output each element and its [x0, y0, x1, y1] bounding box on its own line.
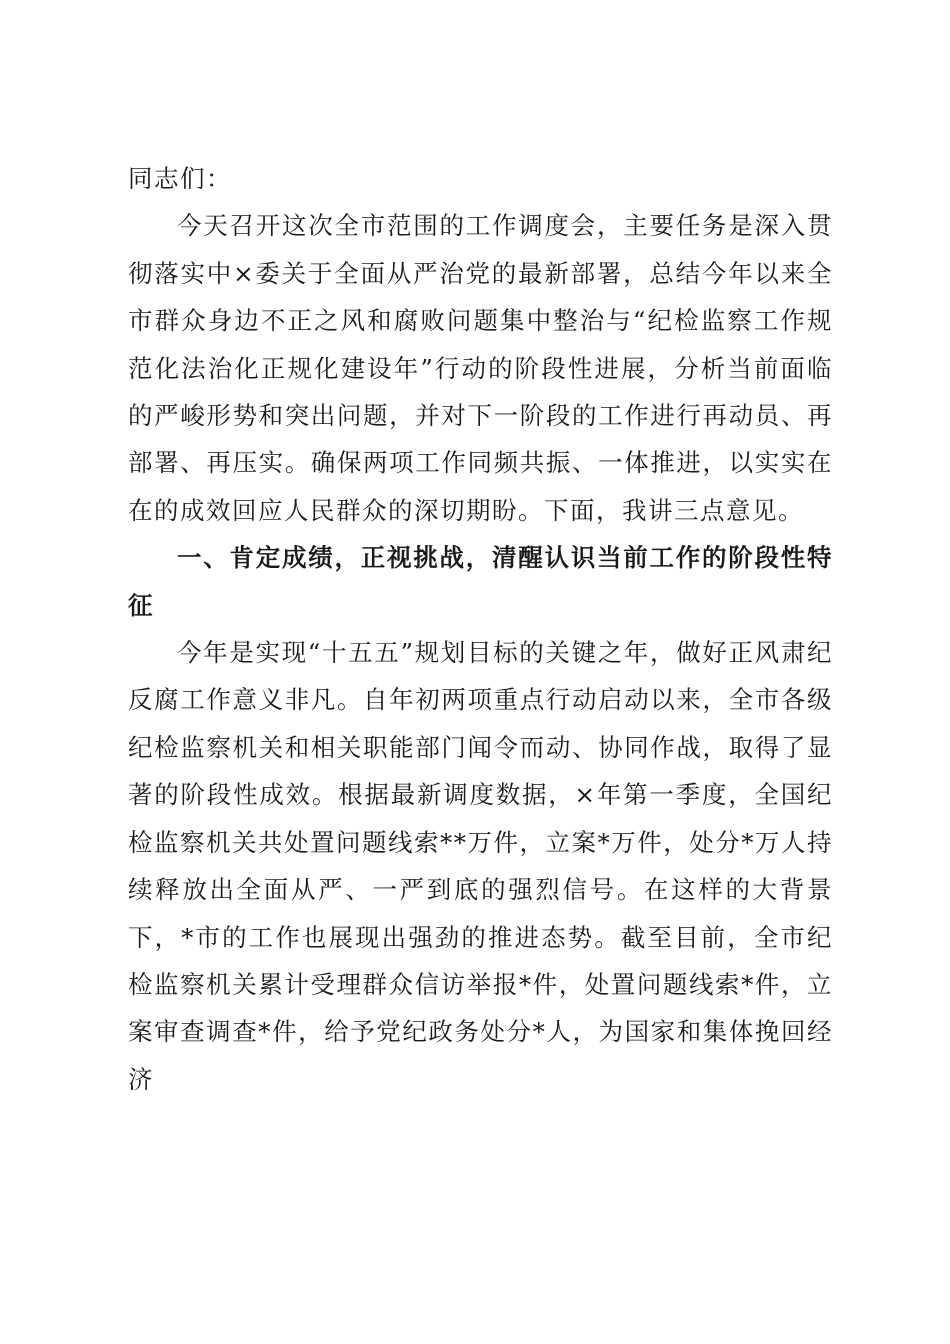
document-body [128, 155, 833, 1103]
section-heading: 一、肯定成绩，正视挑战，清醒认识当前工作的阶段性特征 [128, 543, 833, 620]
salutation: 同志们： [128, 164, 232, 193]
intro-paragraph: 今天召开这次全市范围的工作调度会，主要任务是深入贯彻落实中×委关于全面从严治党的最新部署，总结今年以来全市群众身边不正之风和腐败问题集中整治与“纪检监察工作规范化法治化正规化建设年”行动的阶段性进展，分析当前面临的严峻形势和突出问题，并对下一阶段的工作进行再动员、再部署、再压实。确保两项工作同频共振、一体推进，以实实在在的成效回应人民群众的深切期盼。下面，我讲三点意见。 [128, 211, 833, 525]
section-paragraph: 今年是实现“十五五”规划目标的关键之年，做好正风肃纪反腐工作意义非凡。自年初两项重点行动启动以来，全市各级纪检监察机关和相关职能部门闻令而动、协同作战，取得了显著的阶段性成效。根据最新调度数据，×年第一季度，全国纪检监察机关共处置问题线索**万件，立案*万件，处分*万人持续释放出全面从严、一严到底的强烈信号。在这样的大背景下，*市的工作也展现出强劲的推进态势。截至目前，全市纪检监察机关累计受理群众信访举报*件，处置问题线索*件，立案审查调查*件，给予党纪政务处分*人，为国家和集体挽回经济 [128, 638, 833, 1094]
